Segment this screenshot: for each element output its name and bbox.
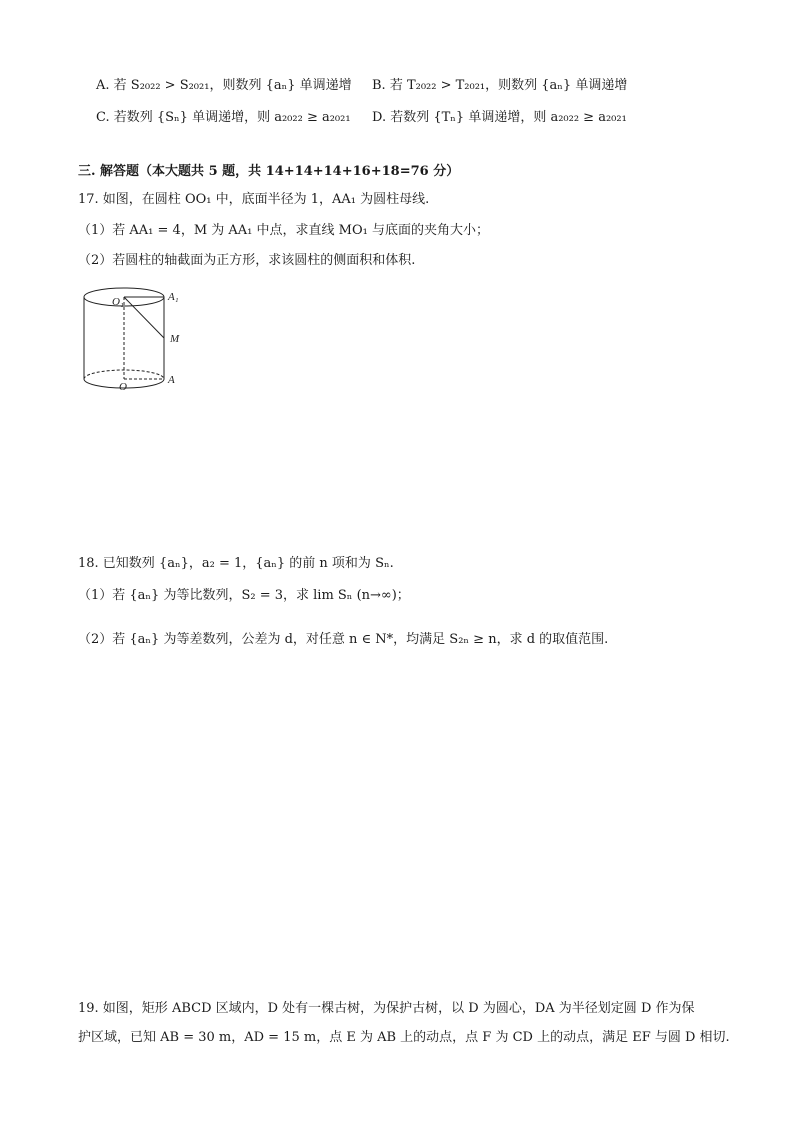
label-a: A — [168, 374, 175, 386]
choice-b: B. 若 T₂₀₂₂ > T₂₀₂₁，则数列 {aₙ} 单调递增 — [372, 78, 628, 93]
choice-c: C. 若数列 {Sₙ} 单调递增，则 a₂₀₂₂ ≥ a₂₀₂₁ — [96, 110, 351, 125]
q18-part2: （2）若 {aₙ} 为等差数列，公差为 d，对任意 n ∈ N*，均满足 S₂ₙ ≥ n，求 d 的取值范围. — [78, 632, 609, 647]
q19-line1: 19. 如图，矩形 ABCD 区域内，D 处有一棵古树，为保护古树，以 D 为圆心，DA 为半径划定圆 D 作为保 — [78, 1001, 695, 1016]
label-m: M — [170, 333, 180, 345]
choice-d: D. 若数列 {Tₙ} 单调递增，则 a₂₀₂₂ ≥ a₂₀₂₁ — [372, 110, 627, 125]
q17-part2: （2）若圆柱的轴截面为正方形，求该圆柱的侧面积和体积. — [78, 253, 416, 268]
cylinder-figure — [78, 282, 198, 397]
q17-stem: 17. 如图，在圆柱 OO₁ 中，底面半径为 1，AA₁ 为圆柱母线. — [78, 192, 430, 207]
q19-line2: 护区域，已知 AB = 30 m，AD = 15 m，点 E 为 AB 上的动点，点 F 为 CD 上的动点，满足 EF 与圆 D 相切. — [78, 1030, 730, 1045]
label-o: O — [119, 381, 127, 393]
choice-a: A. 若 S₂₀₂₂ > S₂₀₂₁，则数列 {aₙ} 单调递增 — [96, 78, 352, 93]
q18-stem: 18. 已知数列 {aₙ}，a₂ = 1，{aₙ} 的前 n 项和为 Sₙ. — [78, 556, 394, 571]
section-heading: 三. 解答题（本大题共 5 题，共 14+14+14+16+18=76 分） — [78, 164, 460, 179]
label-o1: O₁ — [112, 296, 124, 308]
q17-part1: （1）若 AA₁ = 4，M 为 AA₁ 中点，求直线 MO₁ 与底面的夹角大小； — [78, 223, 489, 238]
q18-part1: （1）若 {aₙ} 为等比数列，S₂ = 3，求 lim Sₙ (n→∞)； — [78, 588, 410, 603]
label-a1: A₁ — [168, 291, 179, 303]
